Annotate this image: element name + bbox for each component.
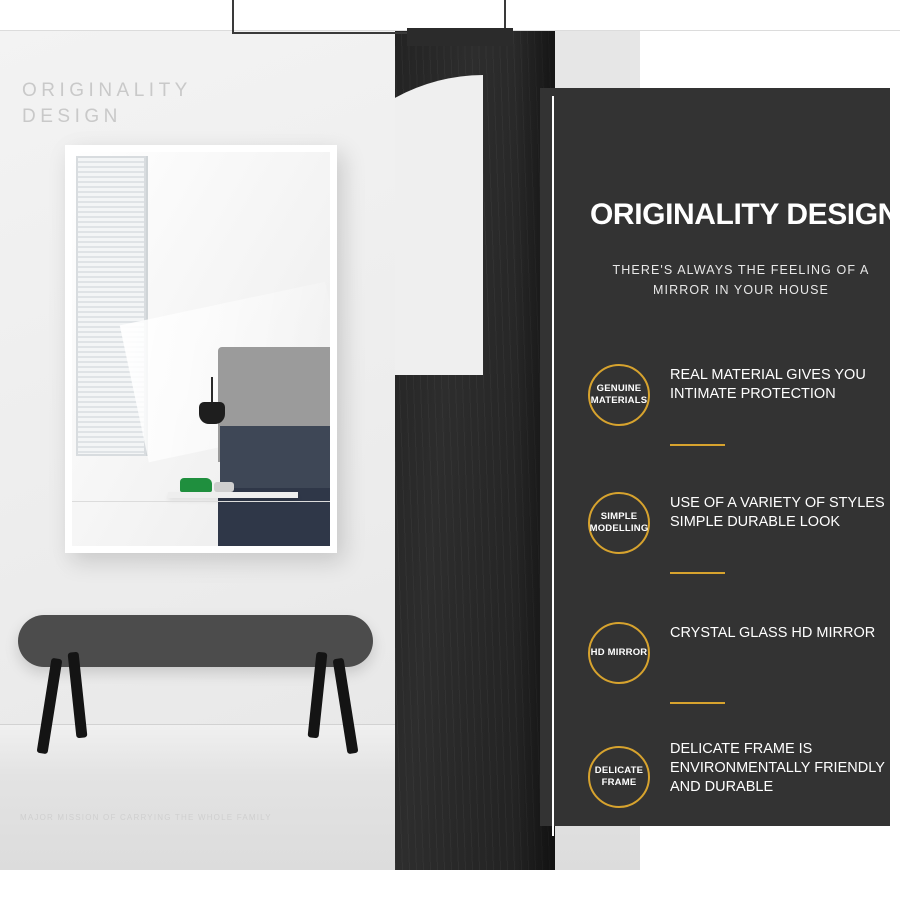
feature-badge-line1: GENUINE xyxy=(596,383,642,394)
reflected-toy-car xyxy=(180,478,212,492)
reflected-shelf xyxy=(168,492,298,498)
feature-badge-icon xyxy=(588,622,650,684)
feature-badge-line1: DELICATE xyxy=(594,765,644,776)
feature-badge-icon xyxy=(588,364,650,426)
reflected-lamp-shade xyxy=(199,402,225,424)
reflected-window-frame xyxy=(76,156,146,456)
reflected-shelf-object xyxy=(214,482,234,492)
feature-item xyxy=(580,616,890,712)
feature-description: USE OF A VARIETY OF STYLES SIMPLE DURABLE LOOK xyxy=(670,495,885,530)
panel-title: ORIGINALITY DESIGN xyxy=(590,198,899,231)
feature-badge-line2: MODELLING xyxy=(589,523,649,534)
feature-divider xyxy=(670,444,725,446)
feature-badge-line2: MATERIALS xyxy=(590,395,648,406)
wall-mirror-product xyxy=(65,145,337,553)
feature-divider xyxy=(670,572,725,574)
feature-item xyxy=(580,740,890,836)
feature-badge-line1: HD MIRROR xyxy=(590,647,648,658)
arch-curve-cutout xyxy=(395,75,483,375)
top-tab-decor xyxy=(407,28,513,46)
panel-subtitle: THERE'S ALWAYS THE FEELING OF A MIRROR IN YOUR HOUSE xyxy=(612,263,870,297)
feature-item xyxy=(580,486,890,582)
feature-item xyxy=(580,358,890,454)
mirror-glass-reflection xyxy=(72,152,330,546)
feature-badge-icon xyxy=(588,746,650,808)
brand-watermark-line1: ORIGINALITY xyxy=(22,80,192,101)
brand-watermark xyxy=(22,78,192,130)
feature-divider xyxy=(670,702,725,704)
panel-vertical-rule xyxy=(552,96,554,836)
bottom-white-margin xyxy=(0,872,900,900)
reflected-lamp-arm xyxy=(211,377,213,405)
feature-badge-icon xyxy=(588,492,650,554)
black-arch-divider xyxy=(395,30,555,870)
feature-description: DELICATE FRAME IS ENVIRONMENTALLY FRIENDLY AND DURABLE xyxy=(670,741,885,795)
brand-watermark-line2: DESIGN xyxy=(22,106,122,127)
feature-description: REAL MATERIAL GIVES YOU INTIMATE PROTECTION xyxy=(670,367,866,402)
feature-description: CRYSTAL GLASS HD MIRROR xyxy=(670,625,876,641)
scene-micro-caption: MAJOR MISSION OF CARRYING THE WHOLE FAMILY xyxy=(20,813,272,822)
feature-badge-line1: SIMPLE xyxy=(600,511,638,522)
feature-badge-line2: FRAME xyxy=(601,777,637,788)
feature-panel-content xyxy=(576,88,899,826)
reflected-floor-line xyxy=(72,501,330,502)
